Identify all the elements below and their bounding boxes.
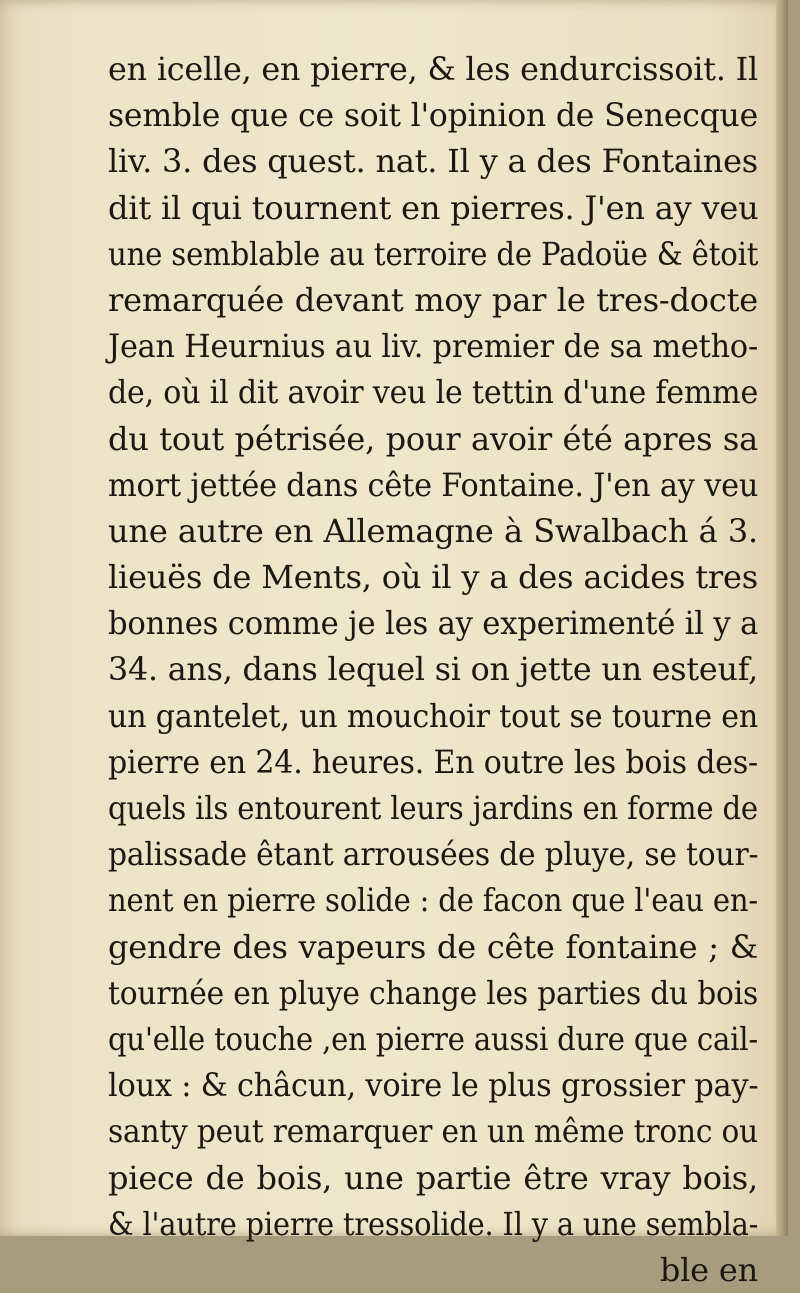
text-line: tournée en pluye change les parties du bois (108, 973, 759, 1012)
text-line: loux : & châcun, voire le plus grossier pay- (108, 1066, 759, 1105)
text-line: remarquée devant moy par le tres-docte (108, 280, 758, 319)
text-line: gendre des vapeurs de cête fontaine ; & (108, 927, 758, 966)
text-line: pierre en 24. heures. En outre les bois des- (108, 742, 758, 781)
text-line: une semblable au terroire de Padoüe & êtoit (108, 234, 759, 273)
text-line: dit il qui tournent en pierres. J'en ay veu (108, 188, 759, 227)
text-line: palissade êtant arrousées de pluye, se tour- (108, 835, 759, 874)
text-line: santy peut remarquer en un même tronc ou (108, 1112, 758, 1151)
text-line: en icelle, en pierre, & les endurcissoit. Il (108, 50, 758, 88)
text-line: de, où il dit avoir veu le tettin d'une femme (108, 373, 759, 412)
text-line: semble que ce soit l'opinion de Senecque (108, 96, 758, 135)
text-line: mort jettée dans cête Fontaine. J'en ay veu (108, 465, 759, 504)
text-line: Jean Heurnius au liv. premier de sa metho- (108, 327, 758, 366)
text-line: liv. 3. des quest. nat. Il y a des Fontaines (108, 142, 758, 181)
text-line: nent en pierre solide : de facon que l'eau en- (108, 881, 758, 920)
text-line: bonnes comme je les ay experimenté il y a (108, 604, 759, 643)
text-line: & l'autre pierre tressolide. Il y a une sembla- (108, 1204, 759, 1243)
page-text (108, 46, 758, 1293)
text-line: 34. ans, dans lequel si on jette un esteuf, (108, 650, 758, 689)
page-edge (776, 0, 788, 1236)
text-line: lieuës de Ments, où il y a des acides tres (108, 558, 758, 597)
text-line: un gantelet, un mouchoir tout se tourne en (108, 696, 759, 735)
text-line: piece de bois, une partie être vray bois, (108, 1158, 758, 1197)
text-line: quels ils entourent leurs jardins en forme de (108, 789, 758, 827)
text-line: qu'elle touche ,en pierre aussi dure que cail- (108, 1019, 758, 1058)
text-line: une autre en Allemagne à Swalbach á 3. (108, 511, 758, 550)
catchword: ble en (659, 1250, 758, 1289)
text-line: du tout pétrisée, pour avoir été apres sa (108, 419, 758, 458)
